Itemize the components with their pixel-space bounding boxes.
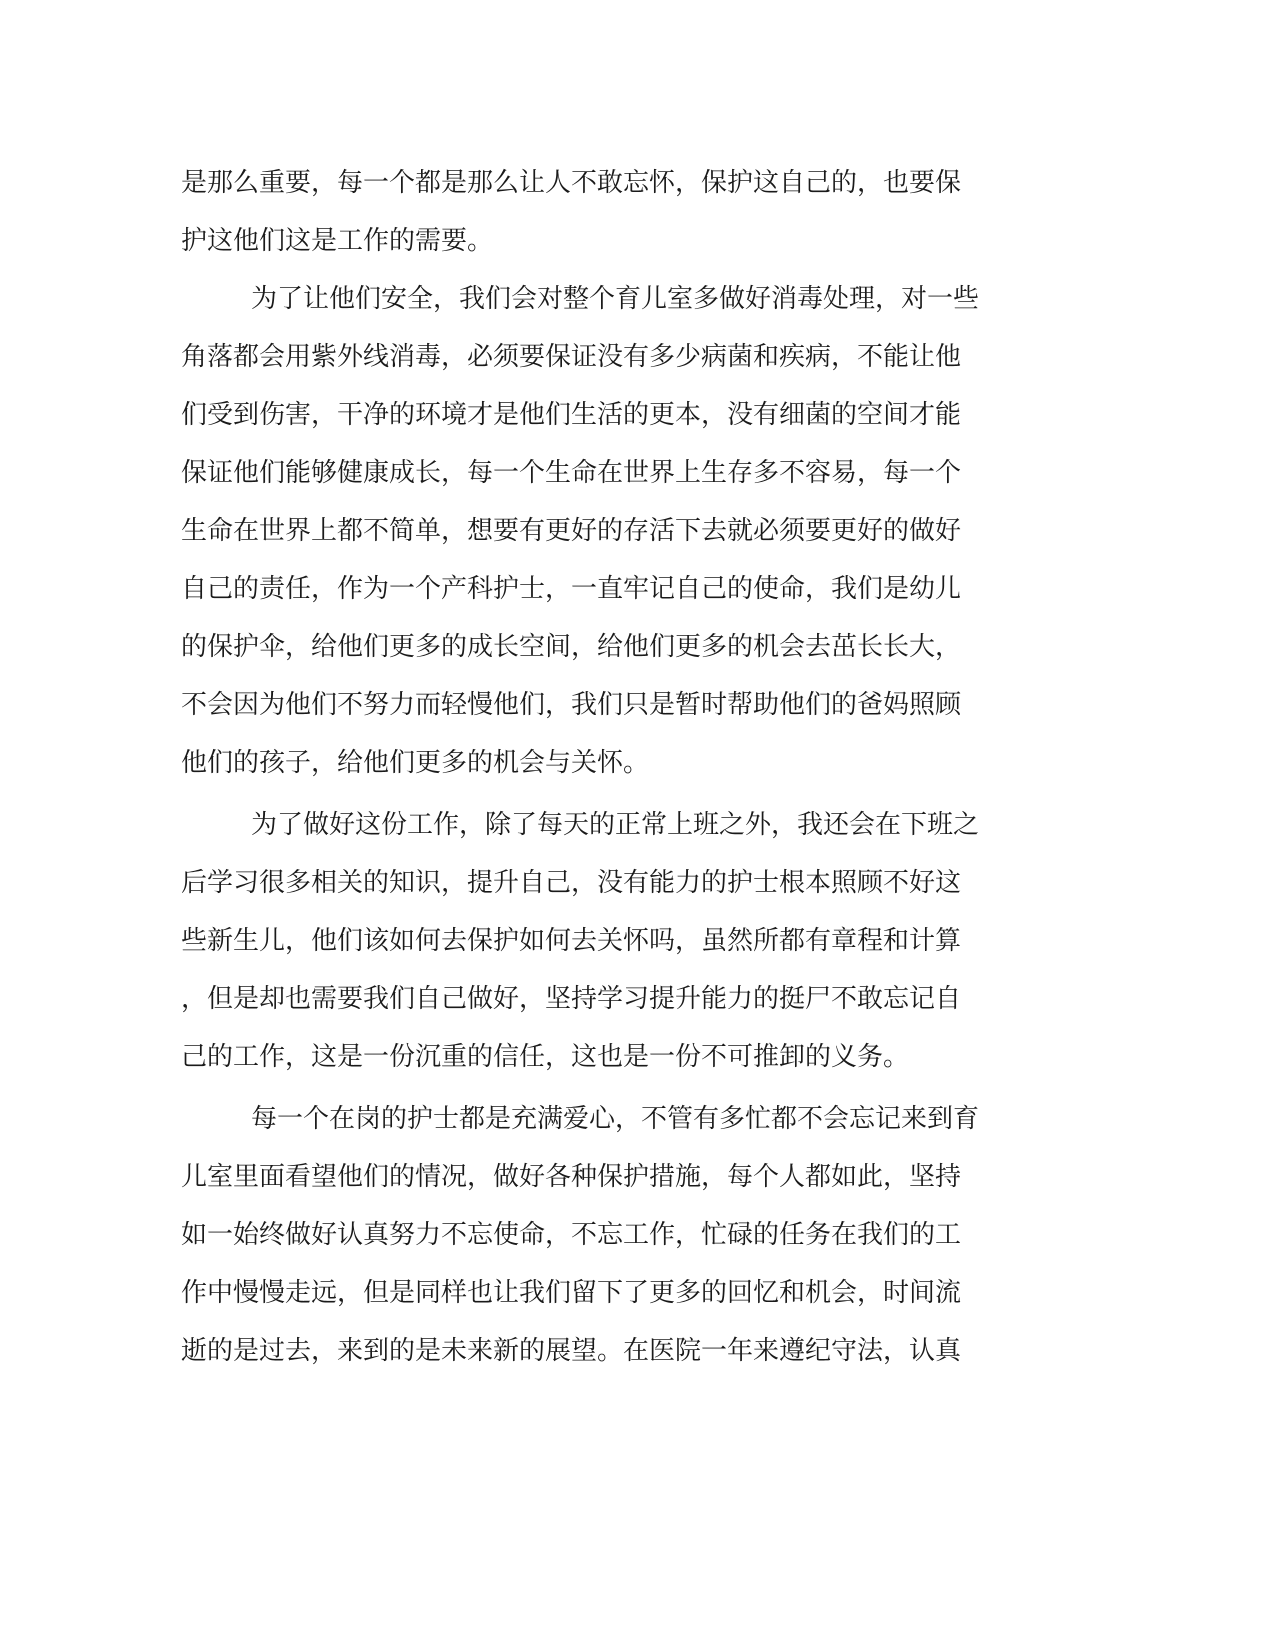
text-line: 们受到伤害，干净的环境才是他们生活的更本，没有细菌的空间才能: [181, 400, 962, 430]
text-line: 儿室里面看望他们的情况，做好各种保护措施，每个人都如此，坚持: [181, 1162, 962, 1192]
paragraph-first-line: 为了做好这份工作，除了每天的正常上班之外，我还会在下班之: [251, 810, 980, 840]
text-line: 己的工作，这是一份沉重的信任，这也是一份不可推卸的义务。: [181, 1042, 910, 1072]
text-line: 些新生儿，他们该如何去保护如何去关怀吗，虽然所都有章程和计算: [181, 926, 962, 956]
text-line: 护这他们这是工作的需要。: [181, 226, 494, 256]
text-line: 的保护伞，给他们更多的成长空间，给他们更多的机会去茁长长大，: [181, 632, 962, 662]
text-line: ，但是却也需要我们自己做好，坚持学习提升能力的挺尸不敢忘记自: [181, 984, 962, 1014]
text-line: 后学习很多相关的知识，提升自己，没有能力的护士根本照顾不好这: [181, 868, 962, 898]
paragraph-first-line: 为了让他们安全，我们会对整个育儿室多做好消毒处理，对一些: [251, 284, 980, 314]
paragraph-first-line: 每一个在岗的护士都是充满爱心，不管有多忙都不会忘记来到育: [251, 1104, 980, 1134]
text-line: 不会因为他们不努力而轻慢他们，我们只是暂时帮助他们的爸妈照顾: [181, 690, 962, 720]
text-line: 生命在世界上都不简单，想要有更好的存活下去就必须要更好的做好: [181, 516, 962, 546]
text-line: 角落都会用紫外线消毒，必须要保证没有多少病菌和疾病，不能让他: [181, 342, 962, 372]
text-line: 作中慢慢走远，但是同样也让我们留下了更多的回忆和机会，时间流: [181, 1278, 962, 1308]
text-line: 自己的责任，作为一个产科护士，一直牢记自己的使命，我们是幼儿: [181, 574, 962, 604]
text-line: 他们的孩子，给他们更多的机会与关怀。: [181, 748, 650, 778]
text-line: 保证他们能够健康成长，每一个生命在世界上生存多不容易，每一个: [181, 458, 962, 488]
text-line: 如一始终做好认真努力不忘使命，不忘工作，忙碌的任务在我们的工: [181, 1220, 962, 1250]
text-line: 是那么重要，每一个都是那么让人不敢忘怀，保护这自己的，也要保: [181, 168, 962, 198]
text-line: 逝的是过去，来到的是未来新的展望。在医院一年来遵纪守法，认真: [181, 1336, 962, 1366]
